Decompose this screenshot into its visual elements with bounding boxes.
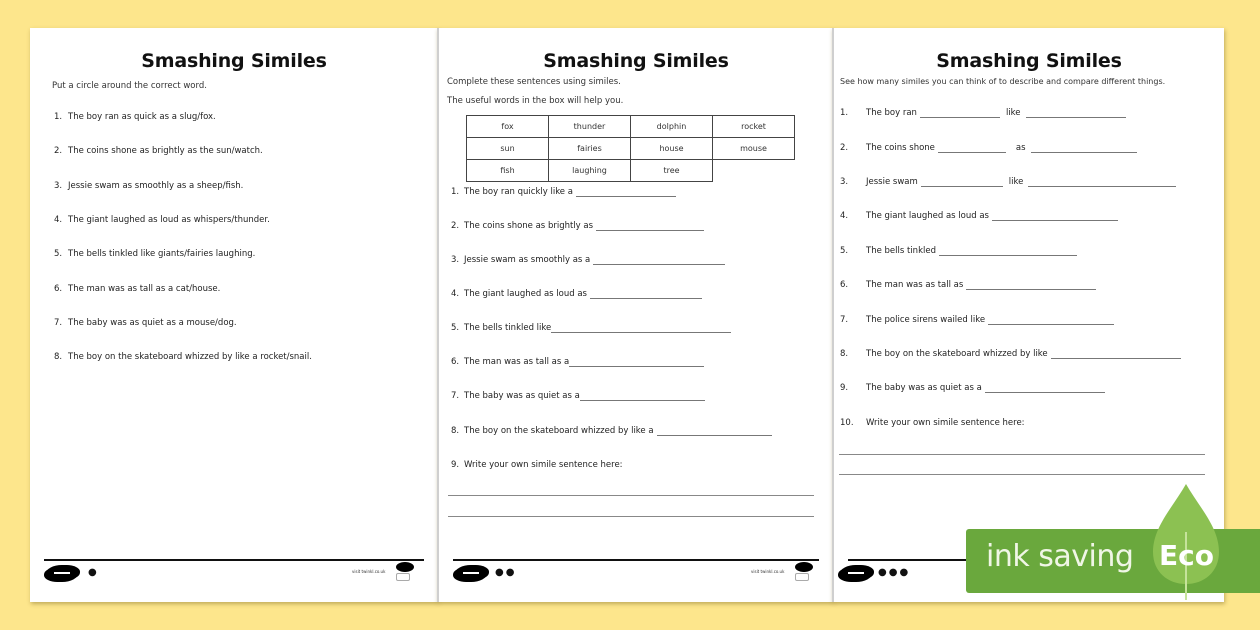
page-title: Smashing Similes bbox=[936, 50, 1122, 72]
page-title: Smashing Similes bbox=[141, 50, 327, 72]
question-7: 7. The baby was as quiet as a bbox=[451, 391, 705, 401]
word-box bbox=[466, 115, 795, 182]
answer-blank[interactable] bbox=[1028, 178, 1176, 187]
question-5: 5. The bells tinkled like bbox=[451, 323, 731, 333]
answer-line[interactable] bbox=[448, 495, 814, 496]
question-6: 6. The man was as tall as a cat/house. bbox=[54, 284, 221, 294]
answer-blank[interactable] bbox=[921, 178, 1003, 187]
question-8: 8. The boy on the skateboard whizzed by like a bbox=[451, 426, 772, 436]
word-cell: tree bbox=[631, 160, 713, 182]
answer-blank[interactable] bbox=[938, 144, 1006, 153]
answer-blank[interactable] bbox=[985, 384, 1105, 393]
instructions-2: The useful words in the box will help you. bbox=[447, 96, 624, 106]
answer-blank[interactable] bbox=[1051, 350, 1181, 359]
answer-blank[interactable] bbox=[1031, 144, 1137, 153]
eco-label: Eco bbox=[1159, 539, 1214, 572]
word-cell: fox bbox=[467, 116, 549, 138]
question-2: 2. The coins shone as bbox=[840, 143, 1137, 153]
question-7: 7. The police sirens wailed like bbox=[840, 315, 1114, 325]
footer-rule bbox=[453, 559, 819, 561]
answer-line[interactable] bbox=[839, 474, 1205, 475]
word-cell: thunder bbox=[549, 116, 631, 138]
word-cell: dolphin bbox=[631, 116, 713, 138]
question-5: 5. The bells tinkled like giants/fairies laughing. bbox=[54, 249, 256, 259]
word-cell: laughing bbox=[549, 160, 631, 182]
eco-print-icon bbox=[795, 573, 809, 581]
question-8: 8. The boy on the skateboard whizzed by like a rocket/snail. bbox=[54, 352, 312, 362]
instructions-1: Complete these sentences using similes. bbox=[447, 77, 621, 87]
question-3: 3. Jessie swam as smoothly as a bbox=[451, 255, 725, 265]
question-1: 1. The boy ran like bbox=[840, 108, 1126, 118]
difficulty-dots: ● bbox=[88, 567, 99, 578]
question-10: 10. Write your own simile sentence here: bbox=[840, 418, 1025, 428]
worksheet-page-1 bbox=[30, 28, 438, 602]
answer-line[interactable] bbox=[839, 454, 1205, 455]
answer-line[interactable] bbox=[448, 516, 814, 517]
instructions: Put a circle around the correct word. bbox=[52, 81, 207, 91]
answer-blank[interactable] bbox=[1026, 109, 1126, 118]
word-cell: rocket bbox=[713, 116, 795, 138]
question-3: 3. Jessie swam like bbox=[840, 177, 1176, 187]
page-title: Smashing Similes bbox=[543, 50, 729, 72]
question-2: 2. The coins shone as brightly as bbox=[451, 221, 704, 231]
question-9: 9. The baby was as quiet as a bbox=[840, 383, 1105, 393]
ink-saving-label: ink saving bbox=[986, 539, 1134, 574]
answer-blank[interactable] bbox=[569, 358, 704, 367]
instructions: See how many similes you can think of to describe and compare different things. bbox=[840, 77, 1166, 86]
twinkl-mini-logo-icon bbox=[396, 562, 414, 572]
question-9: 9. Write your own simile sentence here: bbox=[451, 460, 623, 470]
word-cell: sun bbox=[467, 138, 549, 160]
answer-blank[interactable] bbox=[590, 290, 702, 299]
difficulty-dots: ●●● bbox=[878, 567, 911, 578]
twinkl-logo-icon bbox=[455, 565, 487, 582]
question-1: 1. The boy ran as quick as a slug/fox. bbox=[54, 112, 216, 122]
difficulty-dots: ●● bbox=[495, 567, 517, 578]
answer-blank[interactable] bbox=[593, 256, 725, 265]
site-url: visit twinkl.co.uk bbox=[751, 569, 785, 574]
answer-blank[interactable] bbox=[920, 109, 1000, 118]
question-2: 2. The coins shone as brightly as the sun/watch. bbox=[54, 146, 263, 156]
word-cell-empty bbox=[713, 160, 795, 182]
word-cell: mouse bbox=[713, 138, 795, 160]
answer-blank[interactable] bbox=[966, 281, 1096, 290]
word-cell: fairies bbox=[549, 138, 631, 160]
twinkl-logo-icon bbox=[840, 565, 872, 582]
answer-blank[interactable] bbox=[657, 427, 772, 436]
answer-blank[interactable] bbox=[988, 316, 1114, 325]
twinkl-logo-icon bbox=[46, 565, 78, 582]
answer-blank[interactable] bbox=[939, 247, 1077, 256]
word-cell: fish bbox=[467, 160, 549, 182]
question-1: 1. The boy ran quickly like a bbox=[451, 187, 676, 197]
question-4: 4. The giant laughed as loud as whispers/thunder. bbox=[54, 215, 270, 225]
question-8: 8. The boy on the skateboard whizzed by like bbox=[840, 349, 1181, 359]
question-6: 6. The man was as tall as a bbox=[451, 357, 704, 367]
question-6: 6. The man was as tall as bbox=[840, 280, 1096, 290]
question-4: 4. The giant laughed as loud as bbox=[451, 289, 702, 299]
question-3: 3. Jessie swam as smoothly as a sheep/fish. bbox=[54, 181, 244, 191]
answer-blank[interactable] bbox=[551, 324, 731, 333]
answer-blank[interactable] bbox=[596, 222, 704, 231]
question-5: 5. The bells tinkled bbox=[840, 246, 1077, 256]
word-cell: house bbox=[631, 138, 713, 160]
question-4: 4. The giant laughed as loud as bbox=[840, 211, 1118, 221]
question-7: 7. The baby was as quiet as a mouse/dog. bbox=[54, 318, 237, 328]
answer-blank[interactable] bbox=[576, 188, 676, 197]
site-url: visit twinkl.co.uk bbox=[352, 569, 386, 574]
twinkl-mini-logo-icon bbox=[795, 562, 813, 572]
worksheet-page-2 bbox=[437, 28, 833, 602]
answer-blank[interactable] bbox=[992, 212, 1118, 221]
answer-blank[interactable] bbox=[580, 392, 705, 401]
eco-print-icon bbox=[396, 573, 410, 581]
footer-rule bbox=[44, 559, 424, 561]
